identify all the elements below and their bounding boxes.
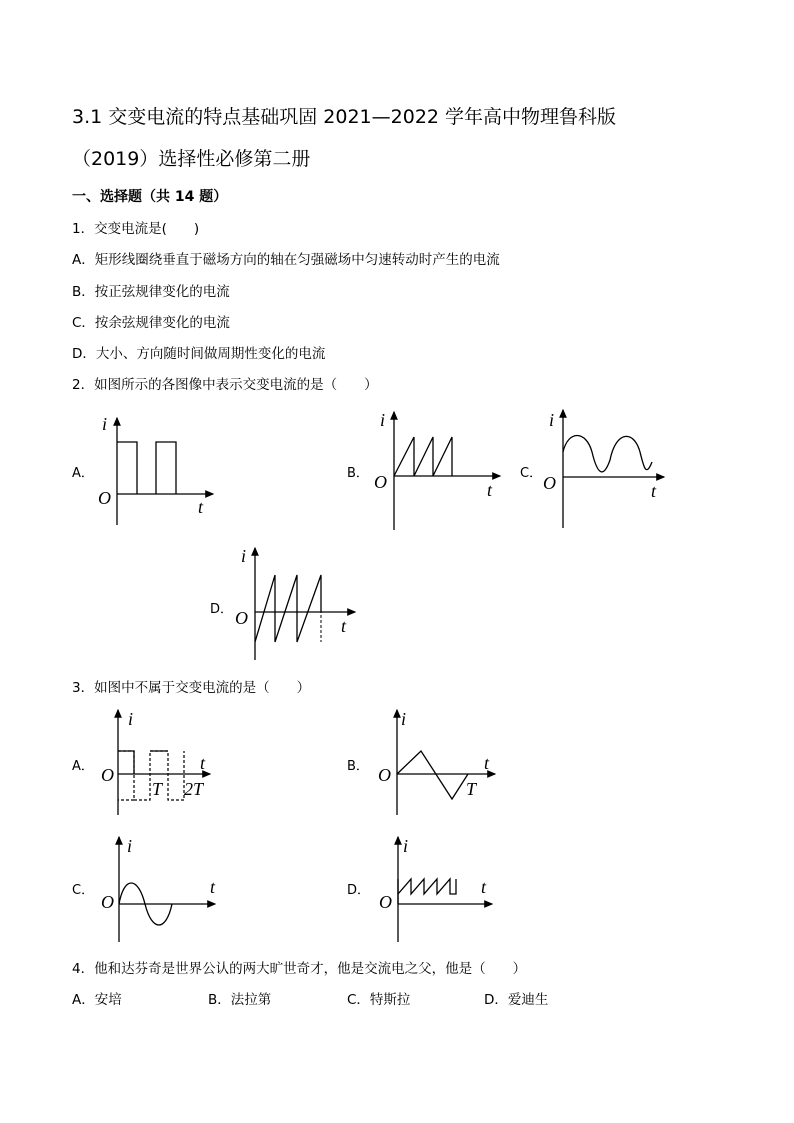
q1-option-b: B．按正弦规律变化的电流 <box>72 284 230 300</box>
q3b-o-label: O <box>378 765 391 785</box>
q2c-o-label: O <box>543 473 556 493</box>
q2-label-d: D． <box>210 602 234 617</box>
q2a-i-label: i <box>102 414 108 434</box>
q3-label-b: B． <box>347 759 369 774</box>
q1-option-d: D．大小、方向随时间做周期性变化的电流 <box>72 346 326 362</box>
q4-option-d: D．爱迪生 <box>484 992 549 1008</box>
q3-stem: 3．如图中不属于交变电流的是（ ） <box>72 680 311 696</box>
q3b-t-label: t <box>484 753 490 773</box>
q2d-o-label: O <box>235 608 248 628</box>
q3c-i-label: i <box>127 836 133 856</box>
q3d-t-label: t <box>481 877 487 897</box>
q3c-t-label: t <box>210 877 216 897</box>
q2d-i-label: i <box>241 546 247 566</box>
q2b-o-label: O <box>374 472 387 492</box>
q4-stem: 4．他和达芬奇是世界公认的两大旷世奇才，他是交流电之父，他是（ ） <box>72 961 527 977</box>
q1-option-a: A．矩形线圈绕垂直于磁场方向的轴在匀强磁场中匀速转动时产生的电流 <box>72 252 500 268</box>
q2d-t-label: t <box>341 616 347 636</box>
doc-title-line2: （2019）选择性必修第二册 <box>72 148 311 170</box>
q2-label-c: C． <box>520 466 543 481</box>
q1-stem: 1．交变电流是( ) <box>72 221 200 237</box>
q3a-t-label: t <box>200 753 206 773</box>
q3c-o-label: O <box>101 892 114 912</box>
q3a-2T-label: 2T <box>184 779 204 799</box>
q4-option-c: C．特斯拉 <box>347 992 411 1008</box>
q3-label-d: D． <box>347 883 371 898</box>
q3d-o-label: O <box>379 892 392 912</box>
q3a-i-label: i <box>128 709 134 729</box>
q2c-t-label: t <box>651 481 657 501</box>
q3-label-a: A． <box>72 759 94 774</box>
q2a-o-label: O <box>98 488 111 508</box>
q3a-T-label: T <box>152 779 163 799</box>
q1-option-c: C．按余弦规律变化的电流 <box>72 315 230 331</box>
q3-label-c: C． <box>72 883 95 898</box>
q4-option-a: A．安培 <box>72 992 122 1008</box>
q2b-t-label: t <box>487 480 493 500</box>
section-heading: 一、选择题（共 14 题） <box>72 189 228 205</box>
q2a-t-label: t <box>198 497 204 517</box>
q2-label-b: B． <box>347 466 369 481</box>
q2-label-a: A． <box>72 466 94 481</box>
q3b-T-label: T <box>466 779 477 799</box>
doc-title-line1: 3.1 交变电流的特点基础巩固 2021—2022 学年高中物理鲁科版 <box>72 106 617 128</box>
q3b-i-label: i <box>401 709 407 729</box>
q3d-i-label: i <box>403 836 409 856</box>
q2b-i-label: i <box>380 410 386 430</box>
q2c-i-label: i <box>549 410 555 430</box>
q4-option-b: B．法拉第 <box>208 992 272 1008</box>
q2-stem: 2．如图所示的各图像中表示交变电流的是（ ） <box>72 377 378 393</box>
q3a-o-label: O <box>101 765 114 785</box>
